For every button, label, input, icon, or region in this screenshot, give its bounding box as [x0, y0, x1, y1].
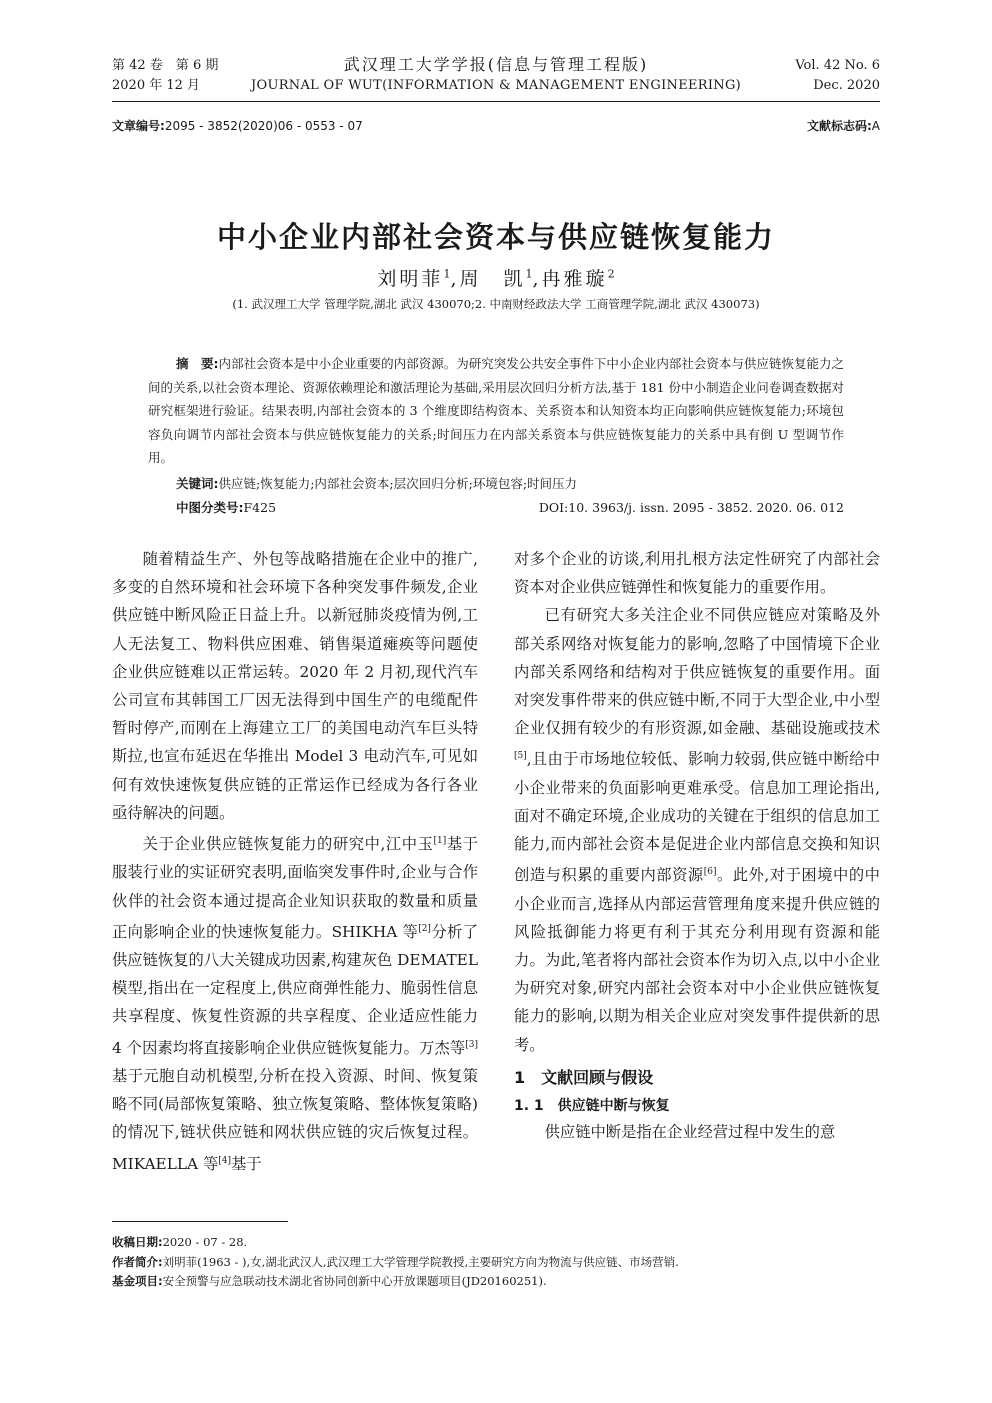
- abstract: [148, 352, 844, 470]
- body-text: 基于元胞自动机模型,分析在投入资源、时间、恢复策略不同(局部恢复策略、独立恢复策略、整体恢复策略)的情况下,链状供应链和网状供应链的灾后恢复过程。MIKAELLA 等: [112, 1066, 478, 1173]
- volume-issue-cn: 第 42 卷 第 6 期: [112, 58, 219, 73]
- header-rule: [112, 101, 880, 102]
- body-text: 。此外,对于困境中的中小企业而言,选择从内部运营管理角度来提升供应链的风险抵御能力将更有利于其充分利用现有资源和能力。为此,笔者将内部社会资本作为切入点,以中小企业为研究对象,研究内部社会资本对中小企业供应链恢复能力的影响,以期为相关企业应对突发事件提供新的思考。: [514, 866, 880, 1054]
- received-label: 收稿日期:: [112, 1235, 163, 1249]
- volume-issue-en: Vol. 42 No. 6: [795, 58, 880, 73]
- body-paragraph: [112, 827, 478, 1178]
- header-right: [795, 56, 880, 96]
- body-text: 基于服装行业的实证研究表明,面临突发事件时,企业与合作伙伴的社会资本通过提高企业知识获取的数量和质量正向影响企业的快速恢复能力。SHIKHA 等: [112, 835, 478, 941]
- abstract-text: 内部社会资本是中小企业重要的内部资源。为研究突发公共安全事件下中小企业内部社会资本与供应链恢复能力之间的关系,以社会资本理论、资源依赖理论和激活理论为基础,采用层次回归分析方法,基于 181 份中小制造企业问卷调查数据对研究框架进行验证。结果表明,内部社会资本的 3 个维度即结构资本、关系资本和认知资本均正向影响供应链恢复能力;环境包容负向调节内部社会资本与供应链恢复能力的关系;时间压力在内部关系资本与供应链恢复能力的关系中具有倒 U 型调节作用。: [148, 356, 844, 466]
- journal-name-cn: 武汉理工大学学报(信息与管理工程版): [343, 55, 649, 74]
- author-affil-mark: 1: [525, 267, 533, 281]
- clc-number: [176, 496, 276, 519]
- affiliations: (1. 武汉理工大学 管理学院,湖北 武汉 430070;2. 中南财经政法大学 工商管理学院,湖北 武汉 430073): [232, 297, 760, 311]
- author-name: 刘明菲: [377, 268, 444, 290]
- clc-value: F425: [243, 500, 277, 515]
- article-number-value: 2095 - 3852(2020)06 - 0553 - 07: [164, 119, 363, 133]
- document-code: [807, 117, 880, 134]
- article-number: [112, 117, 363, 134]
- author-name: 周 凯: [459, 268, 526, 290]
- keywords-label: 关键词:: [176, 476, 219, 491]
- document-code-label: 文献标志码:: [806, 119, 872, 133]
- author-affil-mark: 2: [607, 267, 615, 281]
- body-text: ,且由于市场地位较低、影响力较弱,供应链中断给中小企业带来的负面影响更难承受。信息加工理论指出,面对不确定环境,企业成功的关键在于组织的信息加工能力,而内部社会资本是促进企业内部信息交换和知识创造与积累的重要内部资源: [514, 750, 880, 885]
- body-paragraph: 供应链中断是指在企业经营过程中发生的意: [544, 1122, 836, 1141]
- keywords: [176, 472, 844, 495]
- body-text: 已有研究大多关注企业不同供应链应对策略及外部关系网络对恢复能力的影响,忽略了中国情境下企业内部关系网络和结构对于供应链恢复的重要作用。面对突发事件带来的供应链中断,不同于大型企业,中小型企业仅拥有较少的有形资源,如金融、基础设施或技术: [514, 606, 880, 738]
- funding-text: 安全预警与应急联动技术湖北省协同创新中心开放课题项目(JD20160251).: [162, 1274, 547, 1288]
- body-paragraph: 对多个企业的访谈,利用扎根方法定性研究了内部社会资本对企业供应链弹性和恢复能力的重要作用。: [514, 550, 880, 597]
- citation-link[interactable]: [1]: [433, 836, 447, 847]
- doi: DOI:10. 3963/j. issn. 2095 - 3852. 2020. 06. 012: [538, 500, 844, 515]
- date-cn: 2020 年 12 月: [112, 78, 201, 93]
- author-name: 冉雅璇: [541, 268, 608, 290]
- author-bio-label: 作者简介:: [112, 1254, 163, 1269]
- author-list: [0, 264, 992, 291]
- footnote-rule: [112, 1221, 288, 1222]
- footnotes: [112, 1233, 880, 1292]
- citation-link[interactable]: [5]: [514, 751, 527, 762]
- paper-title: 中小企业内部社会资本与供应链恢复能力: [216, 220, 775, 254]
- body-text: 关于企业供应链恢复能力的研究中,江中玉: [142, 835, 434, 854]
- section-heading: 1 文献回顾与假设: [514, 1067, 654, 1087]
- article-number-label: 文章编号:: [112, 119, 165, 133]
- journal-name-en: JOURNAL OF WUT(INFORMATION & MANAGEMENT ENGINEERING): [250, 78, 742, 93]
- author-bio-text: 刘明菲(1963 - ),女,湖北武汉人,武汉理工大学管理学院教授,主要研究方向为物流与供应链、市场营销.: [162, 1254, 679, 1269]
- funding-label: 基金项目:: [112, 1274, 163, 1288]
- body-paragraph: 随着精益生产、外包等战略措施在企业中的推广,多变的自然环境和社会环境下各种突发事件频发,企业供应链中断风险正日益上升。以新冠肺炎疫情为例,工人无法复工、物料供应困难、销售渠道瘫痪等问题使企业供应链难以正常运转。2020 年 2 月初,现代汽车公司宣布其韩国工厂因无法得到中国生产的电缆配件暂时停产,而刚在上海建立工厂的美国电动汽车巨头特斯拉,也宣布延迟在华推出 Model 3 电动汽车,可见如何有效快速恢复供应链的正常运作已经成为各行各业亟待解决的问题。: [112, 550, 478, 822]
- author-affil-mark: 1: [443, 267, 451, 281]
- body-column-left: [112, 545, 478, 1178]
- body-text: 分析了供应链恢复的八大关键成功因素,构建灰色 DEMATEL 模型,指出在一定程度上,供应商弹性能力、脆弱性信息共享程度、恢复性资源的共享程度、企业适应性能力 4 个因素均将直接影响企业供应链恢复能力。万杰等: [112, 922, 478, 1057]
- keywords-text: 供应链;恢复能力;内部社会资本;层次回归分析;环境包容;时间压力: [218, 476, 578, 491]
- body-text: 基于: [231, 1154, 262, 1173]
- citation-link[interactable]: [6]: [703, 867, 717, 878]
- citation-link[interactable]: [2]: [418, 923, 431, 934]
- document-code-value: A: [871, 119, 880, 133]
- subsection-heading: 1. 1 供应链中断与恢复: [514, 1097, 670, 1114]
- citation-link[interactable]: [3]: [465, 1039, 478, 1050]
- date-en: Dec. 2020: [813, 78, 880, 93]
- citation-link[interactable]: [4]: [218, 1155, 231, 1166]
- author-separator: ,: [532, 268, 542, 290]
- author-bio: [112, 1253, 880, 1273]
- body-column-right: [514, 545, 880, 1146]
- received-date: [112, 1233, 880, 1253]
- clc-label: 中图分类号:: [176, 500, 244, 515]
- funding: [112, 1272, 880, 1292]
- author-separator: ,: [450, 268, 460, 290]
- abstract-label: 摘 要:: [176, 356, 219, 371]
- received-value: 2020 - 07 - 28.: [162, 1235, 248, 1249]
- body-paragraph: [514, 601, 880, 1058]
